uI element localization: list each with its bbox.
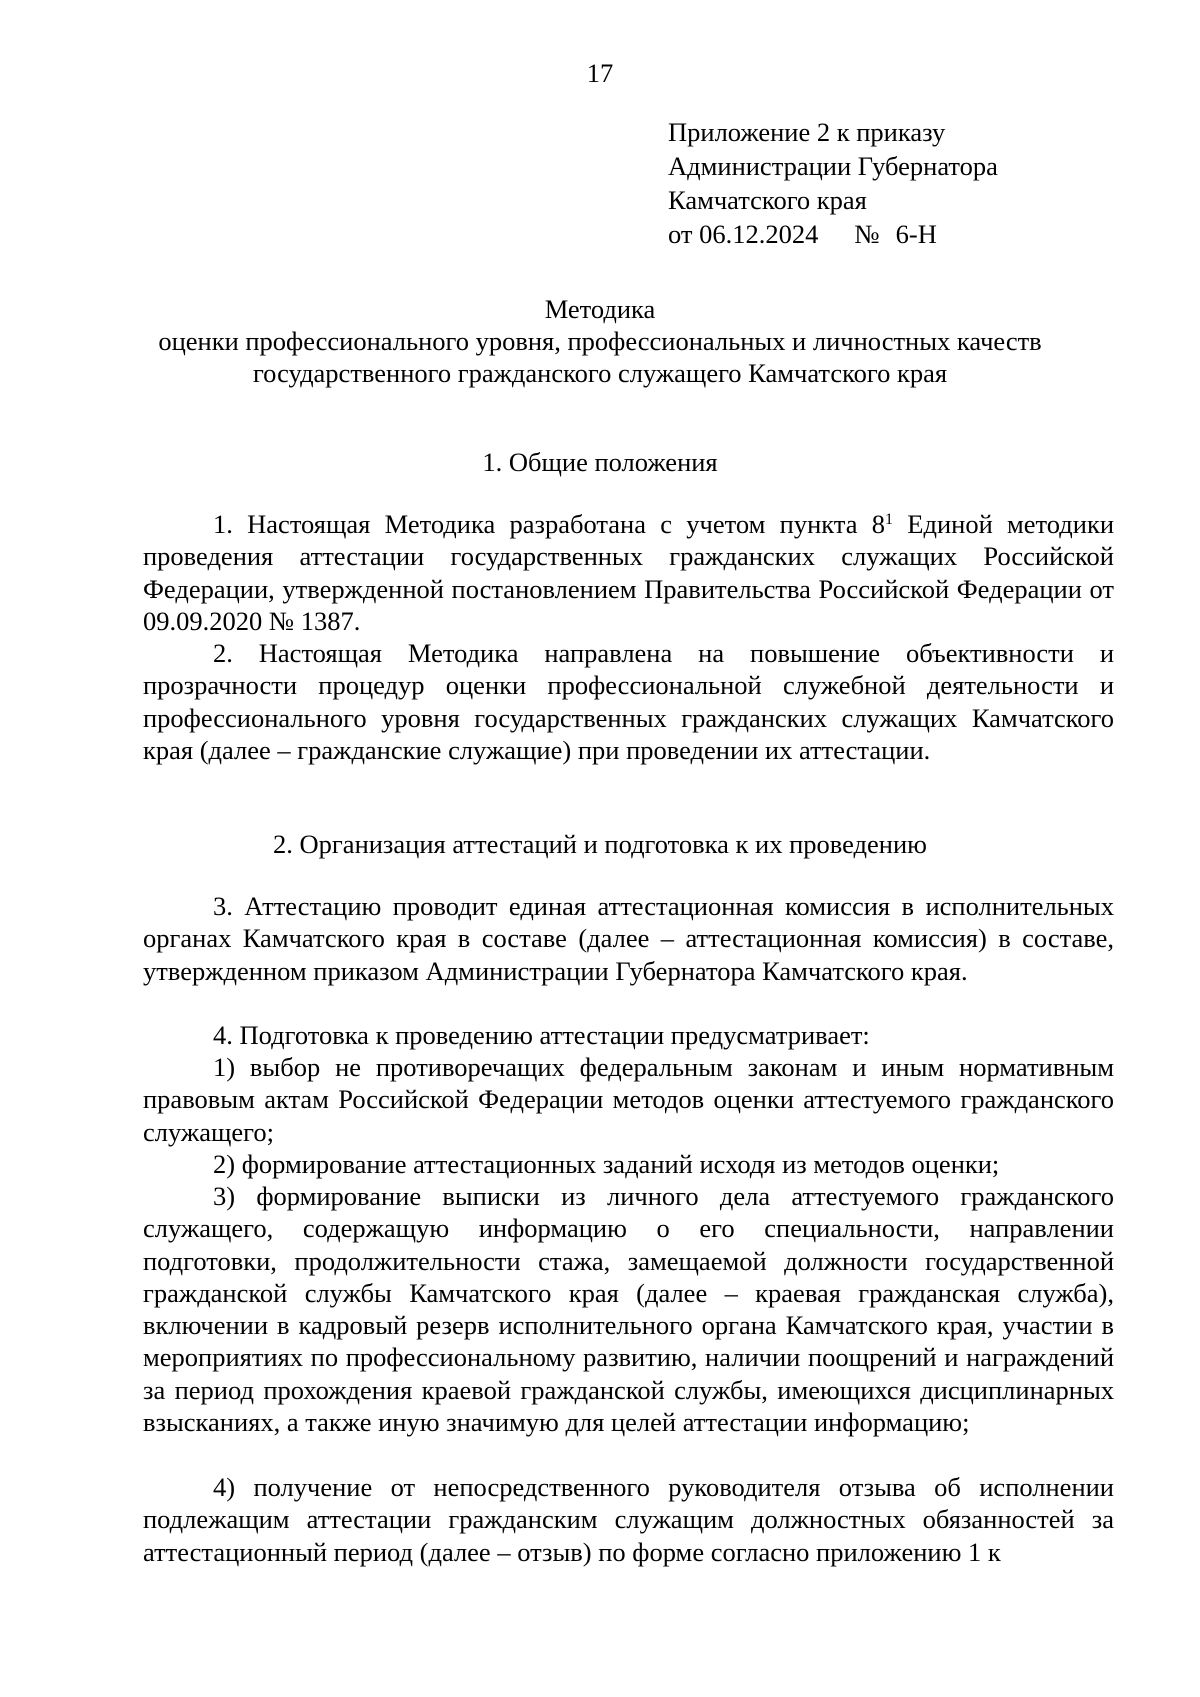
section-heading-2: 2. Организация аттестаций и подготовка к их проведению: [273, 829, 927, 859]
list-item-1: 1) выбор не противоречащих федеральным законам и иным нормативным правовым актам Российской Федерации методов оценки аттестуемого гражданского служащего;: [143, 1052, 1114, 1147]
list-item-2: 2) формирование аттестационных заданий исходя из методов оценки;: [213, 1149, 1000, 1179]
order-date: от 06.12.2024: [668, 219, 819, 249]
list-item-3: 3) формирование выписки из личного дела аттестуемого гражданского служащего, содержащую информацию о его специальности, направлении подготовки, продолжительности стажа, замещаемой должности государственной гражданской службы Камчатского края (далее – краевая гражданская служба), включении в кадровый резерв исполнительного органа Камчатского края, участии в мероприятиях по профессиональному развитию, наличии поощрений и награждений за период прохождения краевой гражданской службы, имеющихся дисциплинарных взысканиях, а также иную значимую для целей аттестации информацию;: [143, 1181, 1114, 1438]
attachment-order-line: [668, 217, 998, 251]
attachment-line: Администрации Губернатора: [668, 151, 998, 181]
order-number-sign: №: [854, 219, 880, 249]
document-title: [0, 293, 1200, 389]
attachment-line: Камчатского края: [668, 185, 867, 215]
title-line: государственного гражданского служащего Камчатского края: [252, 358, 948, 388]
paragraph-1: 1. Настоящая Методика разработана с учетом пункта $8^1$ Единой методики проведения аттестации государственных гражданских служащих Российской Федерации, утвержденной постановлением Правительства Российской Федерации от 09.09.2020 № 1387.: [143, 509, 1114, 636]
paragraph-2: 2. Настоящая Методика направлена на повышение объективности и прозрачности процедур оценки профессиональной служебной деятельности и профессионального уровня государственных гражданских служащих Камчатского края (далее – гражданские служащие) при проведении их аттестации.: [143, 638, 1114, 765]
order-number: 6-Н: [895, 219, 937, 249]
section-heading-1: 1. Общие положения: [482, 447, 718, 477]
page-number: 17: [586, 58, 614, 88]
attachment-line: Приложение 2 к приказу: [668, 117, 946, 147]
paragraph-3: 3. Аттестацию проводит единая аттестационная комиссия в исполнительных органах Камчатского края в составе (далее – аттестационная комиссия) в составе, утвержденном приказом Администрации Губернатора Камчатского края.: [143, 891, 1114, 986]
title-line: Методика: [544, 294, 656, 324]
attachment-block: [668, 115, 998, 251]
paragraph-4: 4. Подготовка к проведению аттестации предусматривает:: [213, 1020, 870, 1050]
title-line: оценки профессионального уровня, профессиональных и личностных качеств: [158, 326, 1042, 356]
superscript: 1: [885, 511, 893, 528]
list-item-4: 4) получение от непосредственного руководителя отзыва об исполнении подлежащим аттестации гражданским служащим должностных обязанностей за аттестационный период (далее – отзыв) по форме согласно приложению 1 к: [143, 1472, 1114, 1567]
